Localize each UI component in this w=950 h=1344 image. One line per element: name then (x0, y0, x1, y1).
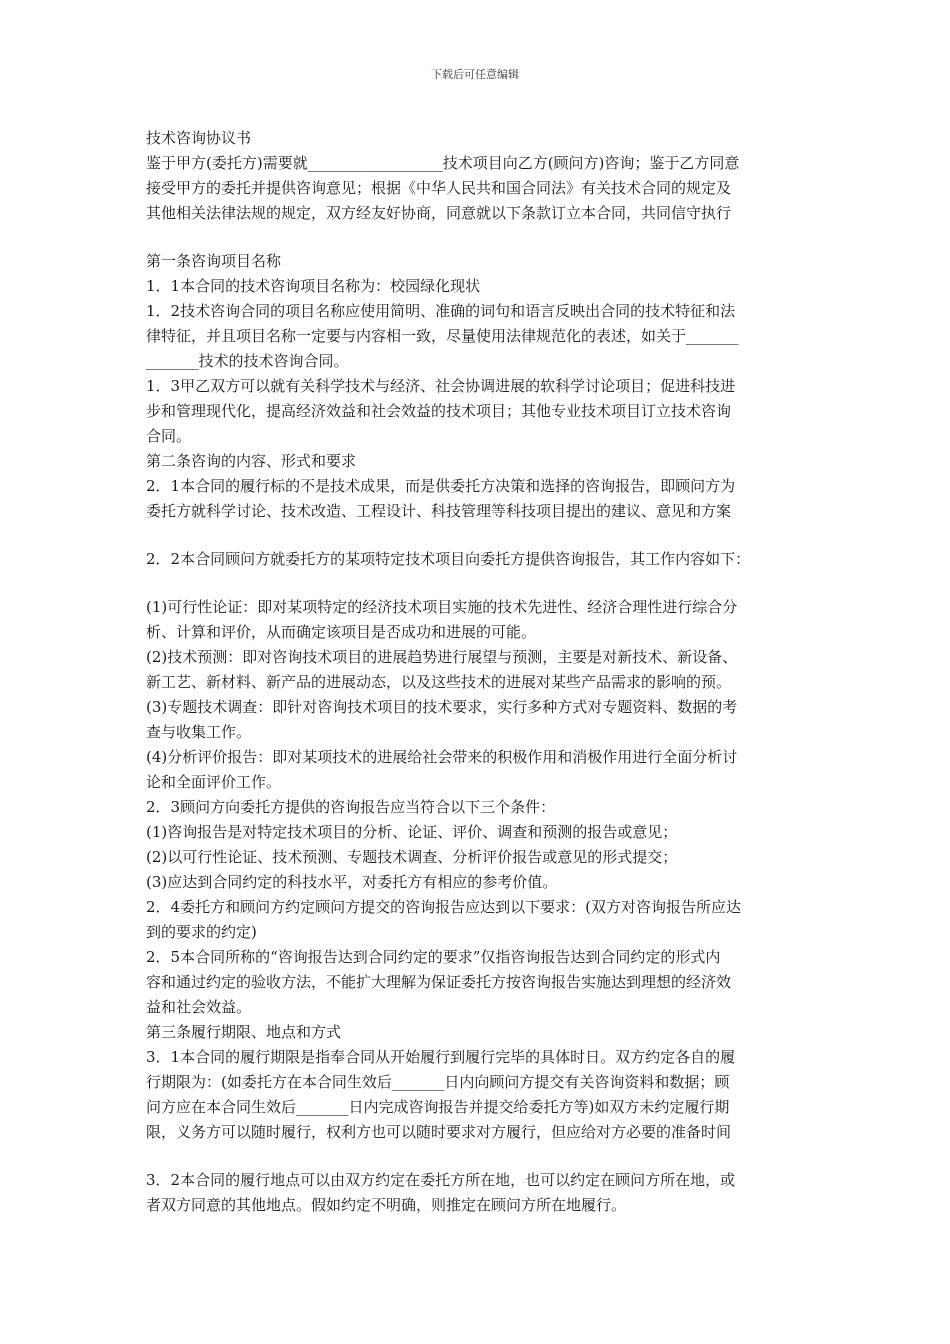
blank-line (146, 524, 816, 547)
paragraph (146, 595, 816, 645)
blank-line (146, 572, 816, 595)
text-line: (2)以可行性论证、技术预测、专题技术调查、分析评价报告或意见的形式提交； (146, 848, 678, 866)
text-line: 论和全面评价工作。 (146, 773, 282, 791)
text-line: 1．2技术咨询合同的项目名称应使用简明、准确的词句和语言反映出合同的技术特征和法 (146, 302, 736, 320)
paragraph (146, 449, 816, 474)
text-line: 到的要求的约定) (146, 923, 257, 941)
paragraph (146, 547, 816, 572)
paragraph (146, 745, 816, 795)
paragraph (146, 845, 816, 870)
text-line: 问方应在本合同生效后_______日内完成咨询报告并提交给委托方等)如双方未约定履行期 (146, 1098, 730, 1116)
text-line: (1)咨询报告是对特定技术项目的分析、论证、评价、调查和预测的报告或意见； (146, 823, 678, 841)
text-line: 析、计算和评价，从而确定该项目是否成功和进展的可能。 (146, 623, 537, 641)
text-line: 第二条咨询的内容、形式和要求 (146, 452, 357, 470)
text-line: 委托方就科学讨论、技术改造、工程设计、科技管理等科技项目提出的建议、意见和方案 (146, 502, 732, 520)
text-line: 合同。 (146, 427, 192, 445)
text-line: (3)专题技术调查：即针对咨询技术项目的技术要求，实行多种方式对专题资料、数据的考 (146, 698, 738, 716)
blank-line (146, 226, 816, 249)
paragraph (146, 695, 816, 745)
text-line: 2．1本合同的履行标的不是技术成果，而是供委托方决策和选择的咨询报告，即顾问方为 (146, 477, 736, 495)
text-line: (3)应达到合同约定的科技水平，对委托方有相应的参考价值。 (146, 873, 558, 891)
paragraph (146, 249, 816, 274)
text-line: 律特征，并且项目名称一定要与内容相一致，尽量使用法律规范化的表述，如关于_______ (146, 327, 739, 345)
paragraph (146, 374, 816, 449)
paragraph (146, 274, 816, 299)
text-line: (4)分析评价报告：即对某项技术的进展给社会带来的积极作用和消极作用进行全面分析讨 (146, 748, 738, 766)
text-line: 其他相关法律法规的规定，双方经友好协商，同意就以下条款订立本合同，共同信守执行 (146, 204, 732, 222)
text-line: 第三条履行期限、地点和方式 (146, 1023, 342, 1041)
paragraph (146, 299, 816, 374)
paragraph (146, 820, 816, 845)
text-line: 第一条咨询项目名称 (146, 252, 282, 270)
paragraph (146, 895, 816, 945)
document-blocks (146, 151, 816, 1218)
text-line: 限，义务方可以随时履行，权利方也可以随时要求对方履行，但应给对方必要的准备时间 (146, 1123, 732, 1141)
text-line: (2)技术预测：即对咨询技术项目的进展趋势进行展望与预测，主要是对新技术、新设备、 (146, 648, 738, 666)
paragraph (146, 1168, 816, 1218)
text-line: 步和管理现代化，提高经济效益和社会效益的技术项目；其他专业技术项目订立技术咨询 (146, 402, 732, 420)
paragraph (146, 870, 816, 895)
paragraph (146, 945, 816, 1020)
paragraph (146, 474, 816, 524)
text-line: _______技术的技术咨询合同。 (146, 352, 349, 370)
paragraph (146, 1045, 816, 1145)
page-header: 下载后可任意编辑 (431, 68, 519, 81)
text-line: 2．3顾问方向委托方提供的咨询报告应当符合以下三个条件： (146, 798, 556, 816)
text-line: 2．4委托方和顾问方约定顾问方提交的咨询报告应达到以下要求：(双方对咨询报告所应达 (146, 898, 741, 916)
text-line: 接受甲方的委托并提供咨询意见；根据《中华人民共和国合同法》有关技术合同的规定及 (146, 179, 732, 197)
document-title: 技术咨询协议书 (146, 129, 252, 147)
blank-line (146, 1145, 816, 1168)
text-line: 1．1本合同的技术咨询项目名称为：校园绿化现状 (146, 277, 481, 295)
text-line: 2．2本合同顾问方就委托方的某项特定技术项目向委托方提供咨询报告，其工作内容如下： (146, 550, 751, 568)
text-line: 新工艺、新材料、新产品的进展动态，以及这些技术的进展对某些产品需求的影响的预。 (146, 673, 732, 691)
text-line: 益和社会效益。 (146, 998, 252, 1016)
text-line: 行期限为：(如委托方在本合同生效后_______日内向顾问方提交有关咨询资料和数据；顾 (146, 1073, 730, 1091)
text-line: 3．2本合同的履行地点可以由双方约定在委托方所在地，也可以约定在顾问方所在地，或 (146, 1171, 736, 1189)
document-body (146, 126, 816, 1218)
text-line: 2．5本合同所称的“咨询报告达到合同约定的要求”仅指咨询报告达到合同约定的形式内 (146, 948, 721, 966)
text-line: 者双方同意的其他地点。假如约定不明确，则推定在顾问方所在地履行。 (146, 1196, 627, 1214)
text-line: 3．1本合同的履行期限是指奉合同从开始履行到履行完毕的具体时日。双方约定各自的履 (146, 1048, 736, 1066)
paragraph (146, 151, 816, 226)
paragraph (146, 1020, 816, 1045)
text-line: 鉴于甲方(委托方)需要就__________________技术项目向乙方(顾问方)咨询；鉴于乙方同意 (146, 154, 740, 172)
text-line: 1．3甲乙双方可以就有关科学技术与经济、社会协调进展的软科学讨论项目；促进科技进 (146, 377, 736, 395)
text-line: 查与收集工作。 (146, 723, 252, 741)
paragraph (146, 795, 816, 820)
paragraph (146, 645, 816, 695)
text-line: (1)可行性论证：即对某项特定的经济技术项目实施的技术先进性、经济合理性进行综合分 (146, 598, 738, 616)
text-line: 容和通过约定的验收方法，不能扩大理解为保证委托方按咨询报告实施达到理想的经济效 (146, 973, 732, 991)
